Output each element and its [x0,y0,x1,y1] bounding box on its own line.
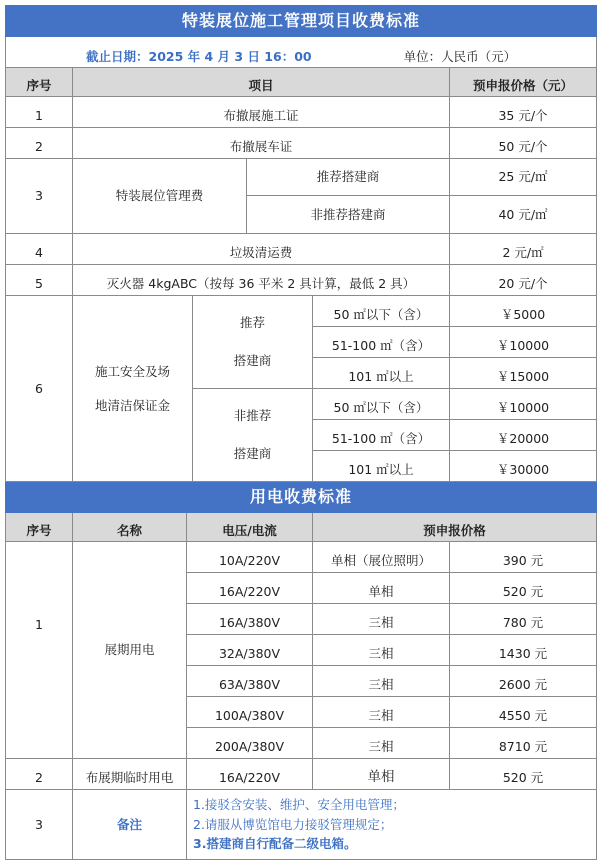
row-price: 35 元/个 [450,97,597,128]
power-price: 520 元 [450,573,597,604]
group-label-recommended: 推荐 搭建商 [193,296,313,389]
remarks-label: 备注 [73,790,187,860]
table-row [6,128,597,159]
remarks-seq: 3 [6,790,73,860]
power-seq: 2 [6,759,73,790]
tier-range: 51-100 ㎡（含） [313,327,450,358]
row-price: 2 元/㎡ [450,234,597,265]
table-row [6,265,597,296]
row-price: 50 元/个 [450,128,597,159]
power-header-seq: 序号 [6,513,73,542]
tier-price: ￥15000 [450,358,597,389]
row-price: 40 元/㎡ [450,196,597,234]
note-item: 1.接驳含安装、维护、安全用电管理； [193,797,405,813]
power-phase: 三相 [313,728,450,759]
table-row [6,97,597,128]
row-item: 施工安全及场 地清洁保证金 [73,296,193,482]
power-row [6,759,597,790]
power-phase: 三相 [313,697,450,728]
fee-schedule-sheet [5,5,596,860]
row-item: 布撤展施工证 [73,97,450,128]
table-row [6,296,597,327]
group-label-non-recommended: 非推荐 搭建商 [193,389,313,482]
tier-range: 101 ㎡以上 [313,358,450,389]
tier-range: 101 ㎡以上 [313,451,450,482]
power-header-name: 名称 [73,513,187,542]
currency-unit: 单位：人民币（元） [403,49,517,65]
power-header-spec: 电压/电流 [187,513,313,542]
power-price: 2600 元 [450,666,597,697]
power-spec: 16A/380V [187,604,313,635]
power-phase: 单相（展位照明） [313,542,450,573]
row-item: 特装展位管理费 [73,159,247,234]
header-seq: 序号 [6,68,73,97]
tier-price: ￥10000 [450,327,597,358]
tier-range: 50 ㎡以下（含） [313,296,450,327]
power-phase: 单相 [313,759,450,790]
row-seq: 4 [6,234,73,265]
row-item: 灭火器 4kgABC（按每 36 平米 2 具计算，最低 2 具） [73,265,450,296]
power-price: 780 元 [450,604,597,635]
remarks-notes [187,790,597,860]
tier-price: ￥5000 [450,296,597,327]
power-price: 8710 元 [450,728,597,759]
power-phase: 三相 [313,604,450,635]
power-spec: 10A/220V [187,542,313,573]
power-spec: 16A/220V [187,573,313,604]
tier-range: 51-100 ㎡（含） [313,420,450,451]
row-item: 垃圾清运费 [73,234,450,265]
fee-table [5,5,597,860]
row-price: 25 元/㎡ [450,159,597,196]
power-spec: 16A/220V [187,759,313,790]
power-price: 390 元 [450,542,597,573]
power-seq: 1 [6,542,73,759]
tier-price: ￥10000 [450,389,597,420]
table-row [6,159,597,196]
power-row [6,542,597,573]
tier-range: 50 ㎡以下（含） [313,389,450,420]
row-seq: 1 [6,97,73,128]
header-item: 项目 [73,68,450,97]
row-seq: 6 [6,296,73,482]
sub-label: 非推荐搭建商 [247,196,450,234]
sub-label: 推荐搭建商 [247,159,450,196]
power-header-row [6,513,597,542]
remarks-row [6,790,597,860]
power-spec: 32A/380V [187,635,313,666]
note-item: 2.请服从博览馆电力接驳管理规定； [193,816,393,832]
power-title-row [6,482,597,513]
document-title: 特装展位施工管理项目收费标准 [6,6,597,37]
power-name: 布展期临时用电 [73,759,187,790]
power-name: 展期用电 [73,542,187,759]
header-price: 预申报价格（元） [450,68,597,97]
power-price: 4550 元 [450,697,597,728]
table-row [6,234,597,265]
row-item: 布撤展车证 [73,128,450,159]
tier-price: ￥20000 [450,420,597,451]
power-price: 1430 元 [450,635,597,666]
power-price: 520 元 [450,759,597,790]
power-spec: 200A/380V [187,728,313,759]
power-phase: 三相 [313,635,450,666]
note-item: 3.搭建商自行配备二级电箱。 [193,836,357,852]
power-header-price: 预申报价格 [313,513,597,542]
tier-price: ￥30000 [450,451,597,482]
row-seq: 5 [6,265,73,296]
row-seq: 2 [6,128,73,159]
meta-row [6,37,597,68]
power-spec: 63A/380V [187,666,313,697]
title-row [6,6,597,37]
power-spec: 100A/380V [187,697,313,728]
fees-header-row [6,68,597,97]
row-seq: 3 [6,159,73,234]
row-price: 20 元/个 [450,265,597,296]
deadline-text: 截止日期：2025 年 4 月 3 日 16：00 [86,49,312,65]
power-phase: 三相 [313,666,450,697]
power-phase: 单相 [313,573,450,604]
power-section-title: 用电收费标准 [6,482,597,513]
